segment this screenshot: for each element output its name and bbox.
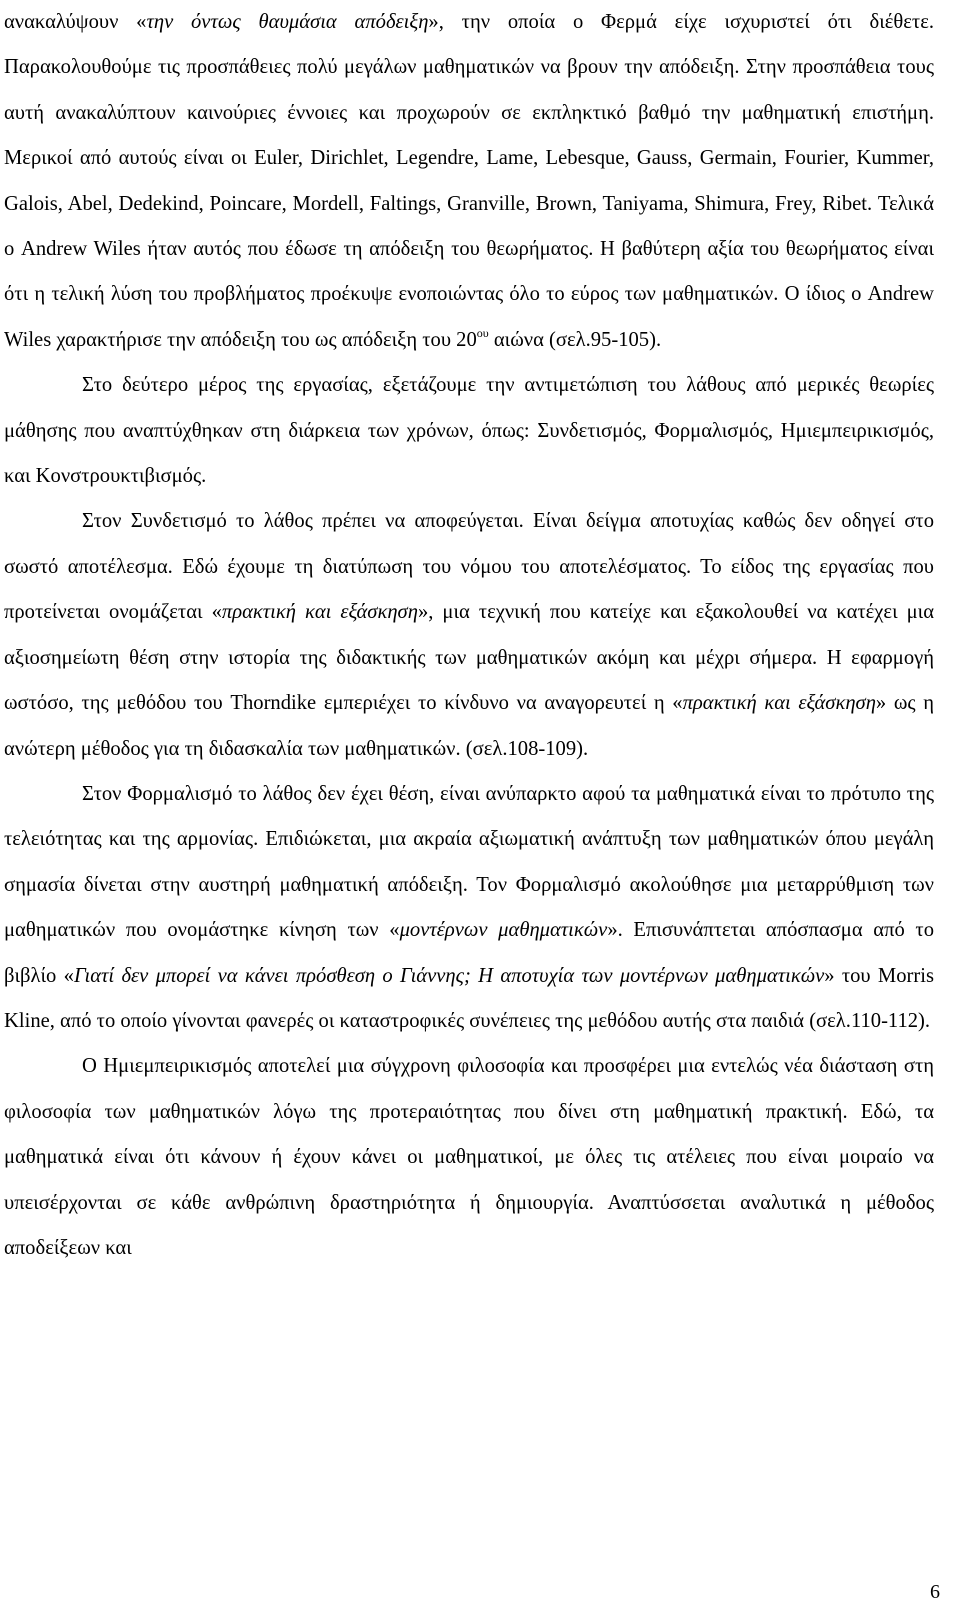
paragraph-5 [4,1044,934,1271]
paragraph-3 [4,499,934,771]
text-run: Ο Ημιεμπειρικισμός αποτελεί μια σύγχρονη φιλοσοφία και προσφέρει μια εντελώς νέα διάσταση στη φιλοσοφία των μαθηματικών λόγω της προτεραιότητας που δίνει στη μαθηματική πρακτική. Εδώ, τα μαθηματικά είναι ότι κάνουν ή έχουν κάνει οι μαθηματικοί, με όλες τις ατέλειες που είναι μοιραίο να υπεισέρχονται σε κάθε ανθρώπινη δραστηριότητα ή δημιουργία. Αναπτύσσεται αναλυτικά η μέθοδος αποδείξεων και [4,1055,934,1259]
text-run: », μια τεχνική που κατείχε και εξακολουθεί να κατέχει μια αξιοσημείωτη θέση στην ιστορία της διδακτικής των μαθηματικών ακόμη και μέχρι σήμερα. Η εφαρμογή ωστόσο, της μεθόδου του Thorndike εμπεριέχει το κίνδυνο να αναγορευτεί η « [4,601,934,715]
paragraph-1 [4,0,934,363]
italic-text: Γιατί δεν μπορεί να κάνει πρόσθεση ο Γιάννης; Η αποτυχία των μοντέρνων μαθηματικών [73,964,825,987]
text-run: » του Morris Kline, από το οποίο γίνονται φανερές οι καταστροφικές συνέπειες της μεθόδου αυτής στα παιδιά (σελ.110-112). [4,964,934,1032]
text-run: αιώνα (σελ.95-105). [488,328,662,351]
superscript-text: ου [476,325,489,340]
page-number: 6 [930,1581,940,1603]
italic-text: μοντέρνων μαθηματικών [399,919,608,942]
paragraph-4 [4,772,934,1044]
body-text [4,0,934,1271]
italic-text: την όντως θαυμάσια απόδειξη [146,11,429,33]
italic-text: πρακτική και εξάσκηση [221,601,418,624]
text-run: Στον Συνδετισμό το λάθος πρέπει να αποφεύγεται. Είναι δείγμα αποτυχίας καθώς δεν οδηγεί στο σωστό αποτέλεσμα. Εδώ έχουμε τη διατύπωση του νόμου του αποτελέσματος. Το είδος της εργασίας που προτείνεται ονομάζεται « [4,510,934,624]
text-run: Στο δεύτερο μέρος της εργασίας, εξετάζουμε την αντιμετώπιση του λάθους από μερικές θεωρίες μάθησης που αναπτύχθηκαν στη διάρκεια των χρόνων, όπως: Συνδετισμός, Φορμαλισμός, Ημιεμπειρικισμός, και Κονστρουκτιβισμός. [4,374,934,488]
text-run: Στον Φορμαλισμό το λάθος δεν έχει θέση, είναι ανύπαρκτο αφού τα μαθηματικά είναι το πρότυπο της τελειότητας και της αρμονίας. Επιδιώκεται, μια ακραία αξιωματική ανάπτυξη των μαθηματικών όπου μεγάλη σημασία δίνεται στην αυστηρή μαθηματική απόδειξη. Τον Φορμαλισμό ακολούθησε μια μεταρρύθμιση των μαθηματικών που ονομάστηκε κίνηση των « [4,782,934,942]
text-run: ανακαλύψουν « [4,11,147,33]
text-run: », την οποία ο Φερμά είχε ισχυριστεί ότι διέθετε. Παρακολουθούμε τις προσπάθειες πολύ μεγάλων μαθηματικών να βρουν την απόδειξη. Στην προσπάθεια τους αυτή ανακαλύπτουν καινούριες έννοιες και προχωρούν σε εκπληκτικό βαθμό την μαθηματική επιστήμη. Μερικοί από αυτούς είναι οι Euler, Dirichlet, Legendre, Lame, Lebesque, Gauss, Germain, Fourier, Kummer, Galois, Abel, Dedekind, Poincare, Mordell, Faltings, Granville, Brown, Taniyama, Shimura, Frey, Ribet. Τελικά ο Andrew Wiles ήταν αυτός που έδωσε τη απόδειξη του θεωρήματος. Η βαθύτερη αξία του θεωρήματος είναι ότι η τελική λύση του προβλήματος προέκυψε ενοποιώντας όλο το εύρος των μαθηματικών. Ο ίδιος ο Andrew Wiles χαρακτήρισε την απόδειξη του ως απόδειξη του 20 [4,11,935,351]
paragraph-2 [4,363,934,499]
text-run: ». Επισυνάπτεται απόσπασμα από το βιβλίο « [4,919,934,987]
text-run: » ως η ανώτερη μέθοδος για τη διδασκαλία των μαθηματικών. (σελ.108-109). [4,692,934,760]
italic-text: πρακτική και εξάσκηση [682,692,876,715]
